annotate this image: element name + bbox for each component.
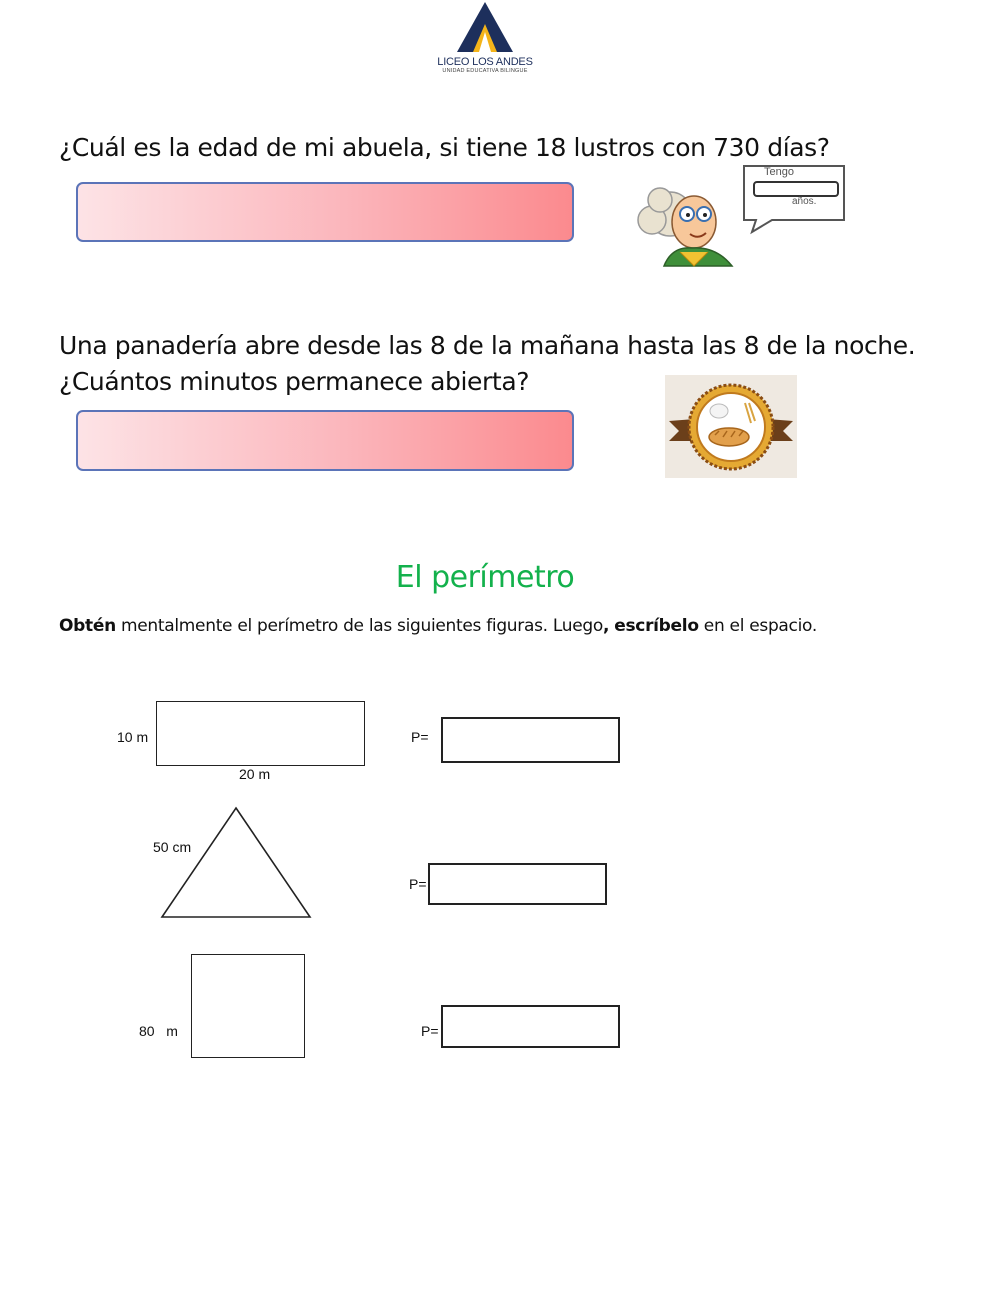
perimeter-answer-box-3[interactable] (441, 1005, 620, 1048)
grandmother-icon (632, 162, 852, 268)
question-1-text: ¿Cuál es la edad de mi abuela, si tiene 18 lustros con 730 días? (59, 133, 830, 162)
question-2-line-2: ¿Cuántos minutos permanece abierta? (59, 367, 530, 396)
perimeter-answer-box-2[interactable] (428, 863, 607, 905)
mountain-logo-icon (457, 2, 513, 54)
school-logo (430, 2, 540, 86)
question-2-answer-input[interactable] (78, 412, 572, 469)
perimeter-input-3[interactable] (443, 1007, 618, 1046)
grandmother-illustration (632, 162, 852, 268)
instruction-comma: , (602, 616, 610, 636)
perimeter-input-2[interactable] (430, 865, 605, 903)
square-shape (191, 954, 305, 1058)
perimeter-label-1: P= (411, 729, 429, 745)
perimeter-answer-box-1[interactable] (441, 717, 620, 763)
logo-subtitle: UNIDAD EDUCATIVA BILINGUE (442, 68, 528, 74)
section-title: El perímetro (395, 560, 575, 595)
logo-name: LICEO LOS ANDES (437, 56, 533, 68)
square-side-label: 80 m (139, 1023, 178, 1039)
question-2-answer-box[interactable] (76, 410, 574, 471)
triangle-shape (158, 805, 314, 921)
question-1-answer-box[interactable] (76, 182, 574, 242)
instruction-text-1: mentalmente el perímetro de las siguientes figuras. Luego (115, 616, 603, 636)
bakery-badge (665, 375, 797, 478)
bubble-text-tengo: Tengo (764, 166, 794, 178)
rectangle-height-label: 10 m (117, 729, 149, 745)
rectangle-width-label: 20 m (239, 766, 271, 782)
instruction-bold-obten: Obtén (59, 616, 116, 636)
triangle-side-label: 50 cm (153, 839, 192, 855)
instructions (59, 616, 817, 636)
perimeter-label-2: P= (409, 876, 427, 892)
instruction-text-2: en el espacio. (698, 616, 817, 636)
rectangle-shape (156, 701, 365, 766)
question-1-answer-input[interactable] (78, 184, 572, 240)
bubble-text-anos: años. (792, 196, 817, 207)
perimeter-input-1[interactable] (443, 719, 618, 761)
bakery-badge-icon (665, 375, 797, 478)
perimeter-label-3: P= (421, 1023, 439, 1039)
question-2-line-1: Una panadería abre desde las 8 de la mañana hasta las 8 de la noche. (59, 331, 916, 360)
instruction-bold-escribelo: escríbelo (614, 616, 699, 636)
